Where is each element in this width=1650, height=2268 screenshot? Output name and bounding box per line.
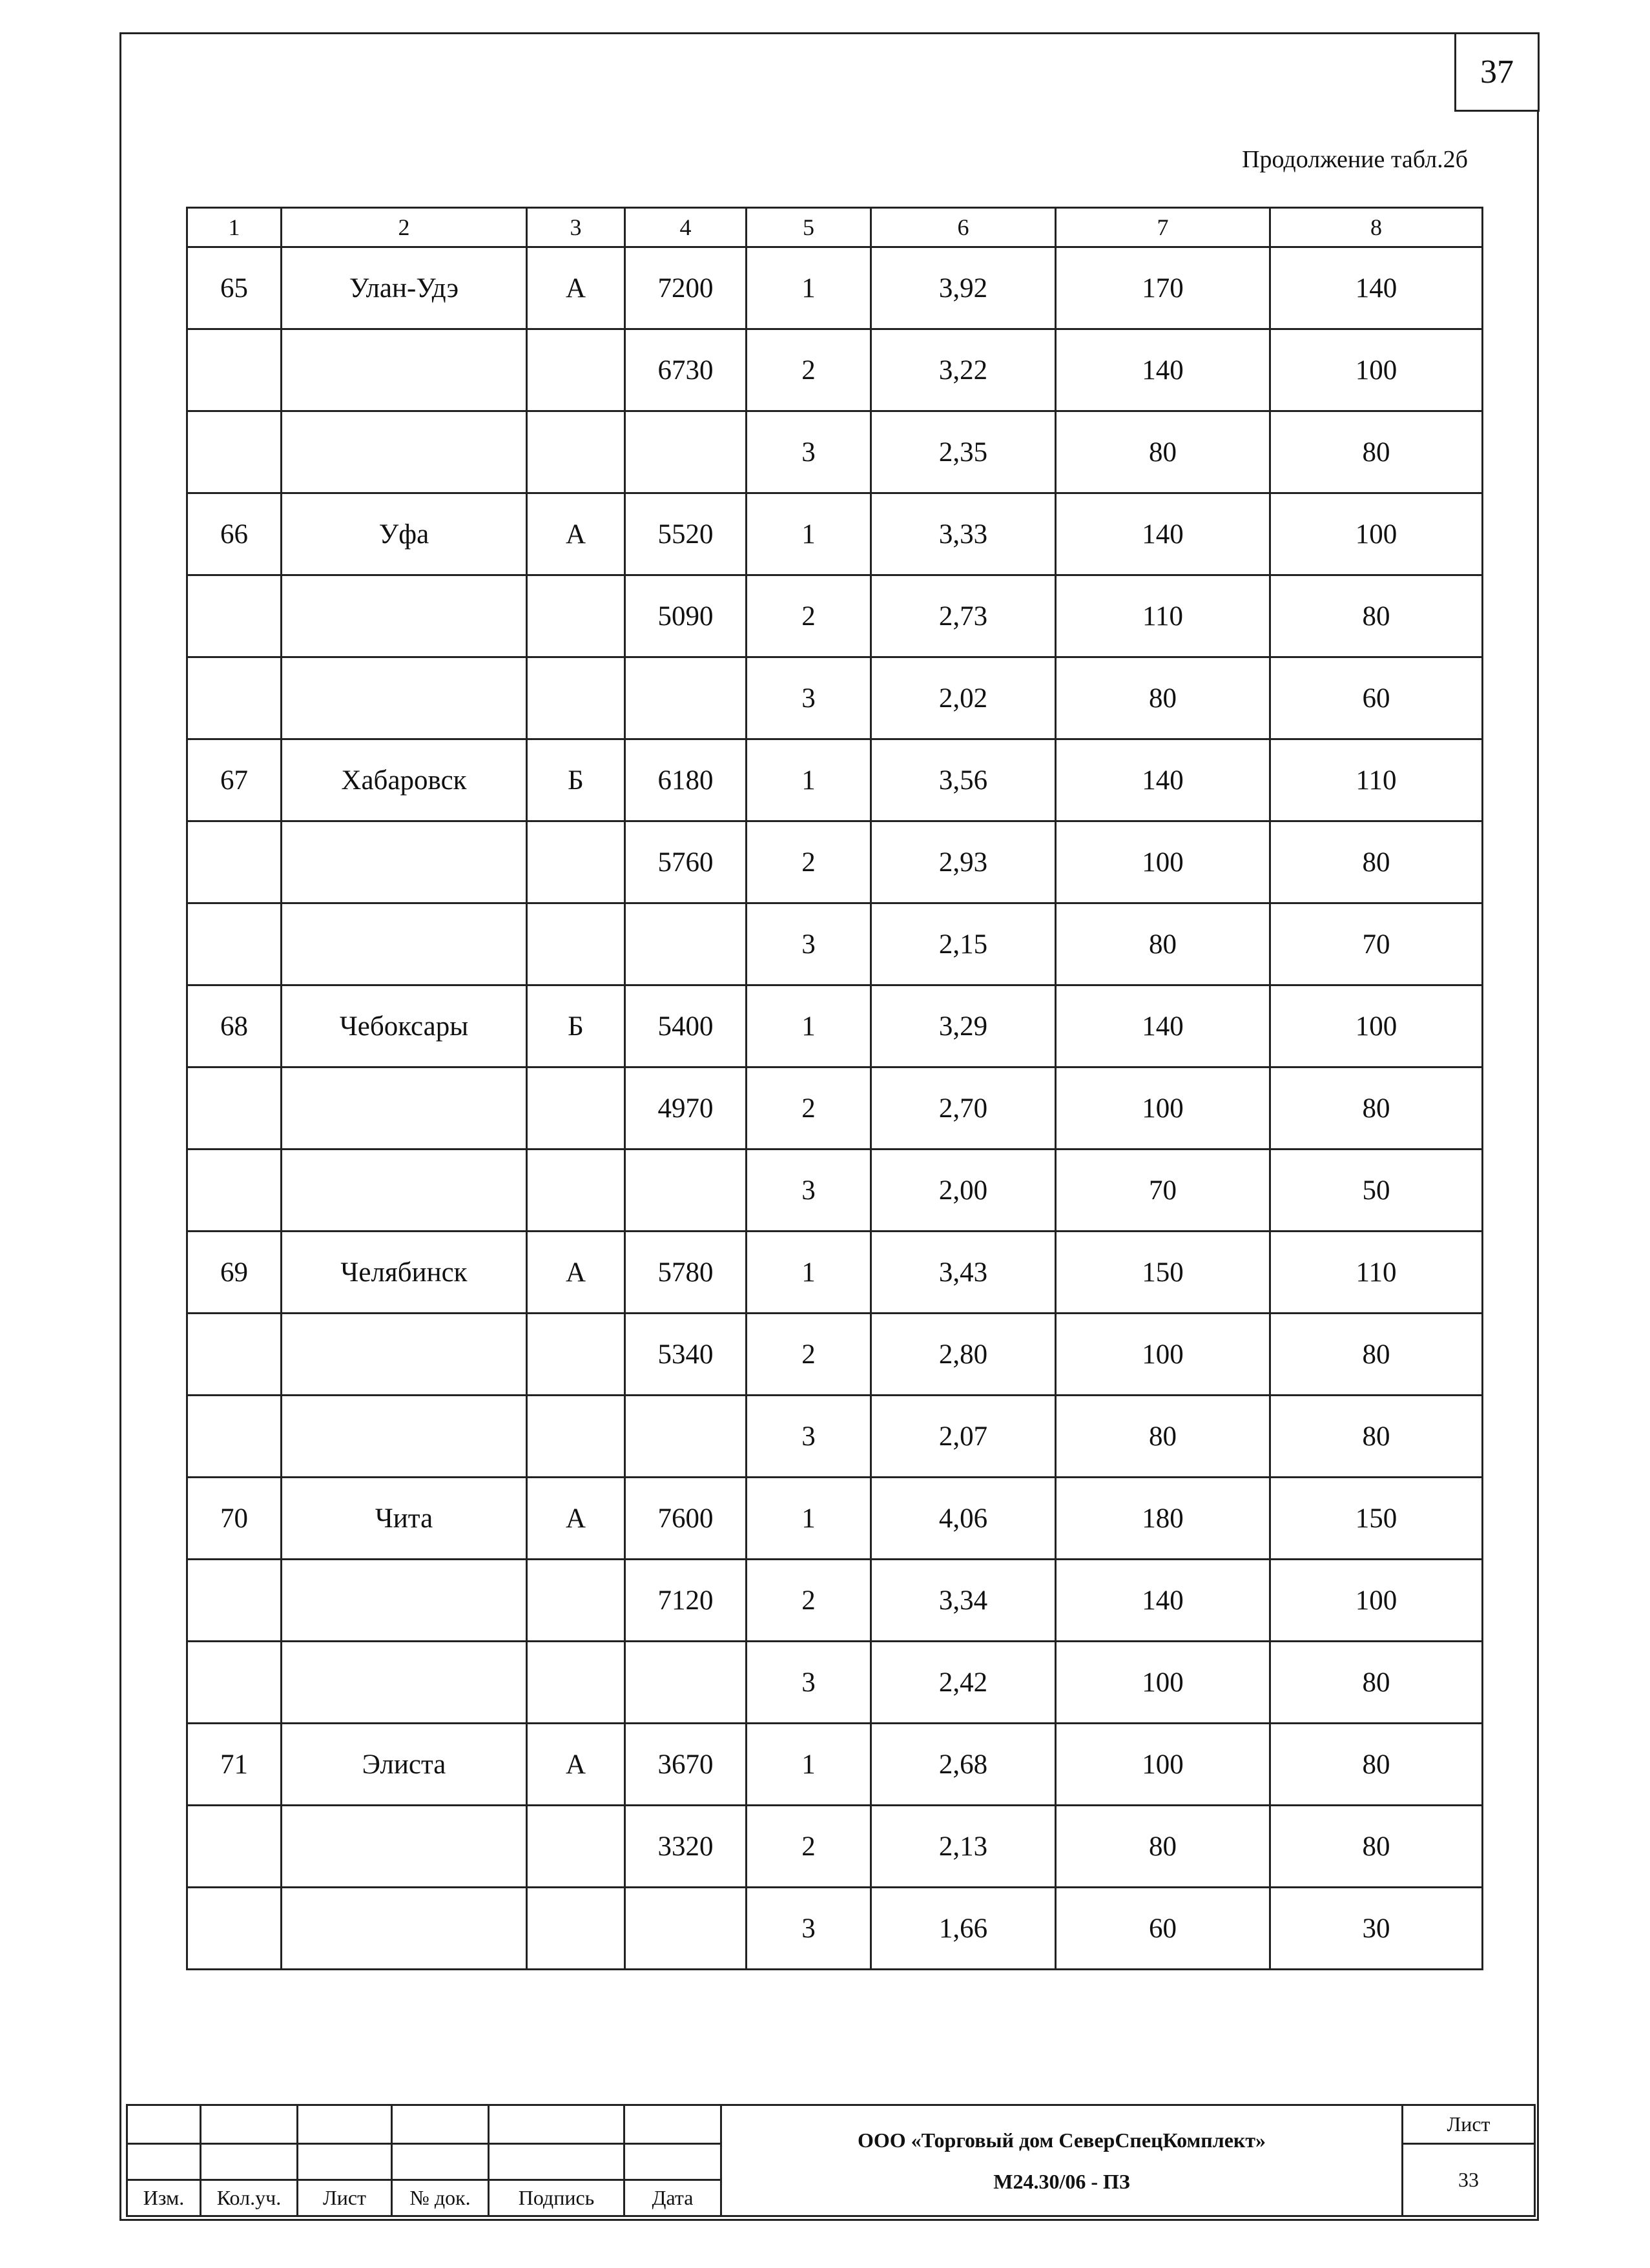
- table-cell: 2,80: [871, 1314, 1056, 1396]
- table-cell: 1: [747, 739, 871, 821]
- table-row: [187, 1396, 1483, 1478]
- table-cell: 60: [1270, 657, 1483, 739]
- table-cell: 2,35: [871, 411, 1056, 493]
- table-cell: 5400: [625, 985, 747, 1067]
- table-cell: [187, 657, 282, 739]
- table-cell: Уфа: [282, 493, 527, 575]
- table-cell: 60: [1056, 1888, 1270, 1970]
- table-cell: 3,56: [871, 739, 1056, 821]
- table-cell: 2: [747, 1314, 871, 1396]
- table-cell: [282, 575, 527, 657]
- table-row: [187, 657, 1483, 739]
- page-number: 37: [1454, 32, 1540, 112]
- table-caption: Продолжение табл.2б: [1242, 146, 1468, 173]
- table-cell: 7600: [625, 1478, 747, 1560]
- table-cell: [625, 1888, 747, 1970]
- table-cell: [187, 329, 282, 411]
- table-row: [187, 493, 1483, 575]
- table-row: [187, 1560, 1483, 1642]
- table-cell: 80: [1270, 575, 1483, 657]
- table-row: [187, 247, 1483, 329]
- table-cell: 80: [1270, 1724, 1483, 1806]
- table-row: [187, 1888, 1483, 1970]
- table-row: [187, 1232, 1483, 1314]
- table-cell: [527, 1314, 625, 1396]
- table-cell: 4,06: [871, 1478, 1056, 1560]
- stamp-cell: [201, 2105, 298, 2144]
- table-cell: 100: [1270, 329, 1483, 411]
- stamp-cell: [489, 2105, 624, 2144]
- table-cell: 3,22: [871, 329, 1056, 411]
- table-header-row: [187, 208, 1483, 247]
- table-cell: 3,34: [871, 1560, 1056, 1642]
- table-cell: [187, 1396, 282, 1478]
- table-cell: 140: [1056, 985, 1270, 1067]
- table-cell: [527, 657, 625, 739]
- table-cell: А: [527, 247, 625, 329]
- table-cell: 2: [747, 329, 871, 411]
- table-cell: [187, 411, 282, 493]
- table-cell: 2,93: [871, 821, 1056, 903]
- table-cell: 2,15: [871, 903, 1056, 985]
- table-cell: А: [527, 1478, 625, 1560]
- table-cell: [527, 411, 625, 493]
- table-cell: 80: [1056, 657, 1270, 739]
- table-cell: [282, 1560, 527, 1642]
- table-cell: [527, 1888, 625, 1970]
- table-cell: 140: [1270, 247, 1483, 329]
- stamp-label-izm: Изм.: [127, 2180, 201, 2216]
- table-cell: 80: [1270, 821, 1483, 903]
- table-cell: 80: [1270, 411, 1483, 493]
- table-cell: [282, 1067, 527, 1149]
- table-cell: 80: [1056, 903, 1270, 985]
- title-block: [126, 2104, 1536, 2217]
- table-cell: А: [527, 1724, 625, 1806]
- table-cell: А: [527, 1232, 625, 1314]
- table-cell: 80: [1270, 1067, 1483, 1149]
- table-cell: [527, 821, 625, 903]
- table-cell: 3: [747, 657, 871, 739]
- column-header: 5: [747, 208, 871, 247]
- table-cell: [282, 1149, 527, 1232]
- table-cell: 6180: [625, 739, 747, 821]
- table-cell: 1: [747, 1478, 871, 1560]
- table-cell: 2,02: [871, 657, 1056, 739]
- table-cell: 80: [1056, 411, 1270, 493]
- table-cell: 50: [1270, 1149, 1483, 1232]
- table-cell: 150: [1056, 1232, 1270, 1314]
- stamp-org-block: [721, 2105, 1403, 2216]
- table-cell: 3: [747, 1149, 871, 1232]
- table-cell: 6730: [625, 329, 747, 411]
- table-cell: 5090: [625, 575, 747, 657]
- table-cell: 110: [1270, 1232, 1483, 1314]
- table-cell: [282, 1806, 527, 1888]
- table-row: [187, 985, 1483, 1067]
- stamp-cell: [201, 2144, 298, 2180]
- table-cell: [527, 1560, 625, 1642]
- table-cell: [187, 1149, 282, 1232]
- table-cell: 2: [747, 1560, 871, 1642]
- table-cell: 80: [1056, 1396, 1270, 1478]
- table-cell: 2: [747, 1067, 871, 1149]
- table-cell: 140: [1056, 739, 1270, 821]
- table-cell: [187, 903, 282, 985]
- table-cell: 80: [1270, 1806, 1483, 1888]
- table-cell: 100: [1056, 1067, 1270, 1149]
- table-cell: 4970: [625, 1067, 747, 1149]
- table-cell: 100: [1056, 821, 1270, 903]
- stamp-doc-code: М24.30/06 - ПЗ: [993, 2169, 1130, 2193]
- table-cell: 100: [1056, 1314, 1270, 1396]
- stamp-cell: [624, 2144, 721, 2180]
- table-cell: Хабаровск: [282, 739, 527, 821]
- table-cell: Чита: [282, 1478, 527, 1560]
- stamp-org-name: ООО «Торговый дом СеверСпецКомплект»: [857, 2128, 1266, 2152]
- table-cell: [625, 657, 747, 739]
- table-cell: 80: [1270, 1314, 1483, 1396]
- stamp-label-doc-no: № док.: [392, 2180, 489, 2216]
- table-cell: 2: [747, 575, 871, 657]
- table-cell: [527, 1806, 625, 1888]
- table-row: [187, 1724, 1483, 1806]
- table-cell: 80: [1270, 1396, 1483, 1478]
- table-cell: 140: [1056, 329, 1270, 411]
- table-cell: 100: [1270, 493, 1483, 575]
- table-cell: 2: [747, 821, 871, 903]
- table-cell: 140: [1056, 493, 1270, 575]
- table-cell: [625, 1642, 747, 1724]
- column-header: 4: [625, 208, 747, 247]
- table-cell: 3,33: [871, 493, 1056, 575]
- table-cell: 180: [1056, 1478, 1270, 1560]
- stamp-sheet-number: 33: [1403, 2144, 1535, 2216]
- table-row: [187, 1067, 1483, 1149]
- table-cell: 5780: [625, 1232, 747, 1314]
- table-cell: [282, 1396, 527, 1478]
- table-cell: 71: [187, 1724, 282, 1806]
- table-cell: [282, 1314, 527, 1396]
- table-row: [187, 1149, 1483, 1232]
- table-cell: 3: [747, 903, 871, 985]
- table-cell: 2,68: [871, 1724, 1056, 1806]
- table-cell: [527, 575, 625, 657]
- table-cell: [527, 1642, 625, 1724]
- column-header: 6: [871, 208, 1056, 247]
- table-cell: Б: [527, 739, 625, 821]
- table-cell: 3: [747, 1396, 871, 1478]
- table-cell: 68: [187, 985, 282, 1067]
- stamp-cell: [127, 2105, 201, 2144]
- table-cell: 30: [1270, 1888, 1483, 1970]
- table-cell: [527, 1067, 625, 1149]
- table-cell: 110: [1056, 575, 1270, 657]
- table-cell: [282, 411, 527, 493]
- table-row: [187, 1314, 1483, 1396]
- table-row: [187, 575, 1483, 657]
- stamp-cell: [624, 2105, 721, 2144]
- table-cell: 2,13: [871, 1806, 1056, 1888]
- table-cell: 3: [747, 1642, 871, 1724]
- table-cell: [282, 903, 527, 985]
- table-cell: 7200: [625, 247, 747, 329]
- table-cell: Улан-Удэ: [282, 247, 527, 329]
- column-header: 1: [187, 208, 282, 247]
- stamp-cell: [392, 2144, 489, 2180]
- table-cell: [187, 1314, 282, 1396]
- table-cell: 3: [747, 411, 871, 493]
- table-cell: [282, 821, 527, 903]
- table-cell: [187, 821, 282, 903]
- table-row: [187, 329, 1483, 411]
- table-row: [187, 739, 1483, 821]
- table-cell: [187, 1560, 282, 1642]
- table-cell: [527, 1396, 625, 1478]
- column-header: 2: [282, 208, 527, 247]
- table-cell: 80: [1056, 1806, 1270, 1888]
- table-cell: [625, 1149, 747, 1232]
- table-cell: 69: [187, 1232, 282, 1314]
- stamp-cell: [298, 2105, 392, 2144]
- stamp-cell: [298, 2144, 392, 2180]
- table-cell: 2: [747, 1806, 871, 1888]
- table-row: [187, 411, 1483, 493]
- table-row: [187, 1642, 1483, 1724]
- table-cell: 70: [187, 1478, 282, 1560]
- table-cell: [187, 1642, 282, 1724]
- stamp-sheet-label: Лист: [1403, 2105, 1535, 2144]
- table-cell: 67: [187, 739, 282, 821]
- table-row: [187, 821, 1483, 903]
- stamp-cell: [127, 2144, 201, 2180]
- table-cell: 5340: [625, 1314, 747, 1396]
- table-cell: 100: [1056, 1724, 1270, 1806]
- table-cell: 2,07: [871, 1396, 1056, 1478]
- table-cell: 100: [1270, 985, 1483, 1067]
- table-cell: 3: [747, 1888, 871, 1970]
- table-cell: 100: [1270, 1560, 1483, 1642]
- table-row: [187, 1806, 1483, 1888]
- table-cell: 1: [747, 1724, 871, 1806]
- table-cell: 70: [1270, 903, 1483, 985]
- table-cell: [187, 1067, 282, 1149]
- table-cell: 1: [747, 1232, 871, 1314]
- table-cell: Б: [527, 985, 625, 1067]
- table-cell: 140: [1056, 1560, 1270, 1642]
- table-cell: [527, 903, 625, 985]
- table-cell: Челябинск: [282, 1232, 527, 1314]
- table-cell: [527, 329, 625, 411]
- stamp-label-kol-uch: Кол.уч.: [201, 2180, 298, 2216]
- table-cell: 3670: [625, 1724, 747, 1806]
- stamp-cell: [489, 2144, 624, 2180]
- table-cell: [187, 1888, 282, 1970]
- table-cell: 100: [1056, 1642, 1270, 1724]
- table-cell: 1: [747, 247, 871, 329]
- column-header: 8: [1270, 208, 1483, 247]
- table-cell: 5760: [625, 821, 747, 903]
- table-cell: 3,29: [871, 985, 1056, 1067]
- table-cell: 1: [747, 493, 871, 575]
- table-cell: 3,92: [871, 247, 1056, 329]
- table-cell: 66: [187, 493, 282, 575]
- table-cell: [187, 1806, 282, 1888]
- table-cell: Чебоксары: [282, 985, 527, 1067]
- table-cell: 2,70: [871, 1067, 1056, 1149]
- table-cell: [282, 657, 527, 739]
- table-cell: 7120: [625, 1560, 747, 1642]
- table-row: [187, 903, 1483, 985]
- data-table: [186, 207, 1483, 1970]
- table-cell: [625, 411, 747, 493]
- table-cell: 3320: [625, 1806, 747, 1888]
- table-cell: 1: [747, 985, 871, 1067]
- table-cell: 2,73: [871, 575, 1056, 657]
- table-cell: 1,66: [871, 1888, 1056, 1970]
- table-row: [187, 1478, 1483, 1560]
- column-header: 3: [527, 208, 625, 247]
- table-cell: 80: [1270, 1642, 1483, 1724]
- table-cell: 150: [1270, 1478, 1483, 1560]
- table-cell: [187, 575, 282, 657]
- stamp-label-signature: Подпись: [489, 2180, 624, 2216]
- table-cell: 65: [187, 247, 282, 329]
- table-cell: [625, 1396, 747, 1478]
- table-cell: [527, 1149, 625, 1232]
- table-cell: 2,42: [871, 1642, 1056, 1724]
- table-cell: 3,43: [871, 1232, 1056, 1314]
- stamp-label-list: Лист: [298, 2180, 392, 2216]
- table-cell: [282, 1642, 527, 1724]
- table-cell: А: [527, 493, 625, 575]
- table-cell: 5520: [625, 493, 747, 575]
- stamp-cell: [392, 2105, 489, 2144]
- table-cell: 110: [1270, 739, 1483, 821]
- column-header: 7: [1056, 208, 1270, 247]
- table-cell: [282, 1888, 527, 1970]
- stamp-label-date: Дата: [624, 2180, 721, 2216]
- table-cell: [282, 329, 527, 411]
- table-cell: [625, 903, 747, 985]
- table-cell: 70: [1056, 1149, 1270, 1232]
- table-cell: Элиста: [282, 1724, 527, 1806]
- table-cell: 170: [1056, 247, 1270, 329]
- table-cell: 2,00: [871, 1149, 1056, 1232]
